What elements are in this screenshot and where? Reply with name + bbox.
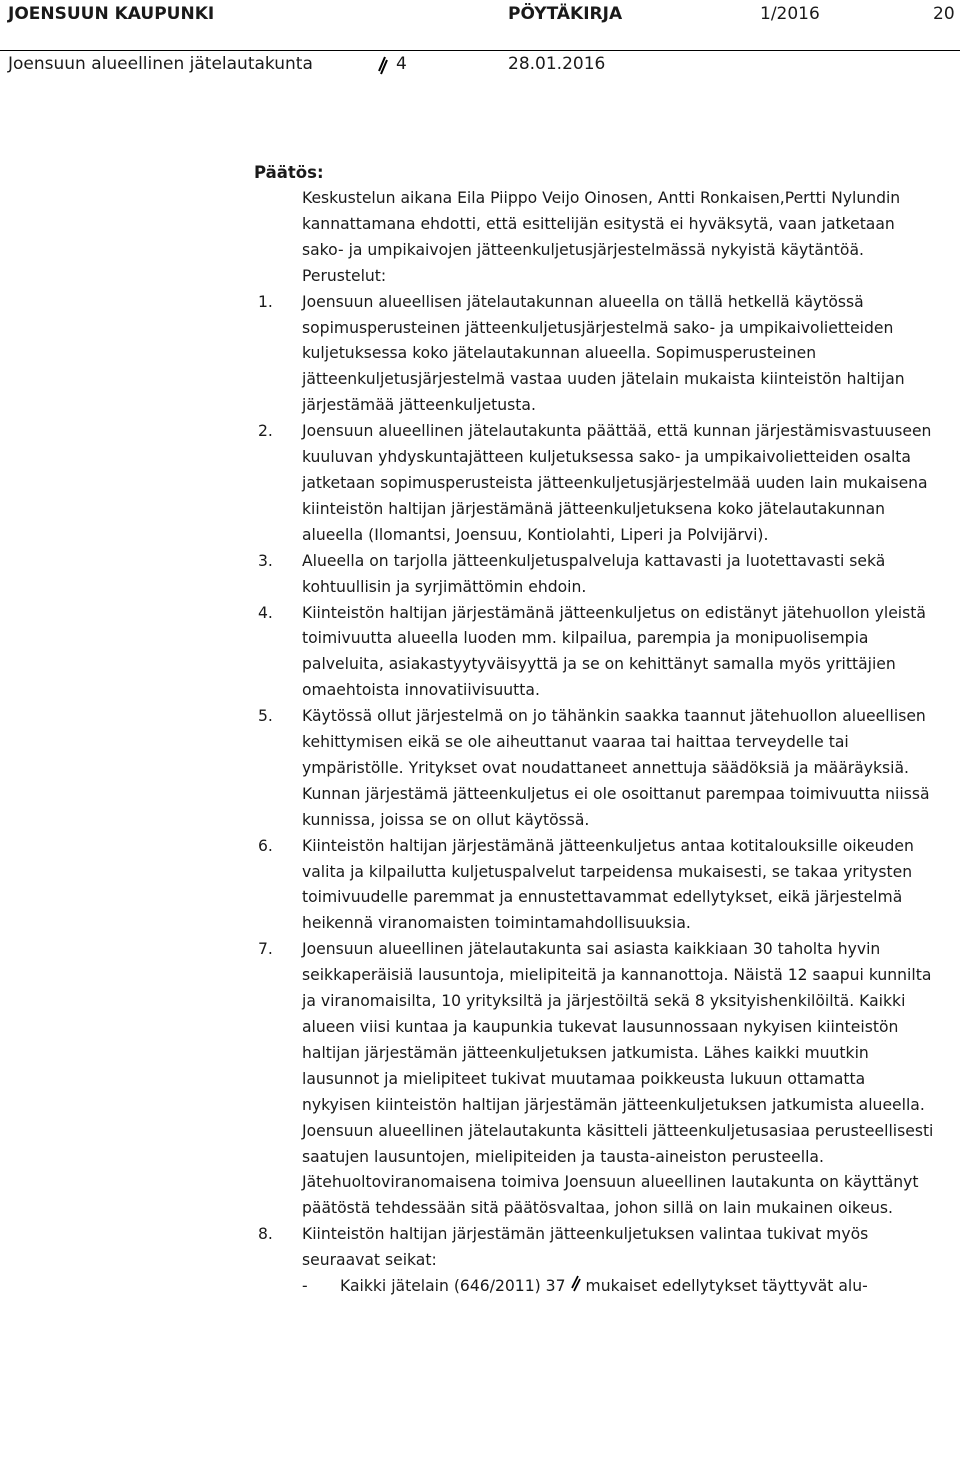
bullet-text-start: Kaikki jätelain (646/2011) 37	[340, 1277, 566, 1296]
section-number: 4	[396, 54, 407, 74]
decision-heading: Päätös:	[254, 163, 324, 182]
item-number: 8.	[258, 1225, 273, 1244]
item-number: 3.	[258, 551, 273, 570]
item-text: Kiinteistön haltijan järjestämän jätteenkuljetuksen valintaa tukivat myös seuraavat seikat:	[302, 1225, 869, 1270]
grounds-list	[254, 290, 934, 1274]
document-number: 1/2016	[760, 4, 820, 24]
item-text: Kiinteistön haltijan järjestämänä jätteenkuljetus antaa kotitalouksille oikeuden valita ja kilpailutta kuljetuspalvelut tarpeidensa mukaisesti, se takaa yritysten toimivuudelle paremmat ja ennustettavammat edellytykset, eikä järjestelmä heikennä viranomaisten toimintamahdollisuuksia.	[302, 836, 914, 933]
list-item	[254, 704, 934, 834]
list-item	[254, 419, 934, 549]
item-number: 7.	[258, 940, 273, 959]
decision-section	[254, 160, 934, 1300]
item-number: 4.	[258, 603, 273, 622]
bullet-text-end: mukaiset edellytykset täyttyvät alu-	[585, 1277, 868, 1296]
list-item	[254, 937, 934, 1222]
grounds-label: Perustelut:	[302, 266, 387, 285]
item-number: 1.	[258, 292, 273, 311]
organization-name: JOENSUUN KAUPUNKI	[8, 4, 215, 24]
item-number: 2.	[258, 422, 273, 441]
bullet-dash: -	[302, 1277, 308, 1296]
page-number: 20	[933, 4, 955, 24]
item-text: Joensuun alueellinen jätelautakunta sai asiasta kaikkiaan 30 taholta hyvin seikkaperäisiä lausuntoja, mielipiteitä ja kannanottoja. Näistä 12 saapui kunnilta ja viranomaisilta, 10 yrityksiltä ja järjestöiltä sekä 8 yksityishenkilöiltä. Kaikki alueen viisi kuntaa ja kaupunkia tukevat lausunnossaan nykyisen kiinteistön haltijan järjestämän jätteenkuljetuksen jatkumista. Lähes kaikki muutkin lausunnot ja mielipiteet tukivat muutamaa poikkeusta lukuun ottamatta nykyisen kiinteistön haltijan järjestämän jätteenkuljetuksen jatkumista alueella. Joensuun alueellinen jätelautakunta käsitteli jätteenkuljetusasiaa perusteellisesti saatujen lausuntojen, mielipiteiden ja tausta-aineiston perusteella. Jätehuoltoviranomaisena toimiva Joensuun alueellinen lautakunta on käyttänyt päätöstä tehdessään sitä päätösvaltaa, johon sillä on lain mukainen oikeus.	[302, 940, 934, 1218]
item-text: Joensuun alueellisen jätelautakunnan alueella on tällä hetkellä käytössä sopimusperusteinen jätteenkuljetusjärjestelmä sako- ja umpikaivolietteiden kuljetuksessa koko jätelautakunnan alueella. Sopimusperusteinen jätteenkuljetusjärjestelmä vastaa uuden jätelain mukaista kiinteistön haltijan järjestämää jätteenkuljetusta.	[302, 292, 905, 415]
list-item	[254, 834, 934, 938]
list-item	[254, 290, 934, 420]
section-sign-icon	[570, 1274, 582, 1294]
item-text: Alueella on tarjolla jätteenkuljetuspalveluja kattavasti ja luotettavasti sekä kohtuullisin ja syrjimättömin ehdoin.	[302, 551, 886, 596]
item-text: Joensuun alueellinen jätelautakunta päättää, että kunnan järjestämisvastuuseen kuuluvan yhdyskuntajätteen kuljetuksessa sako- ja umpikaivolietteiden osalta jatketaan sopimusperusteista jätteenkuljetusjärjestelmää uuden lain mukaisena kiinteistön haltijan järjestämänä jätteenkuljetuksena koko jätelautakunnan alueella (Ilomantsi, Joensuu, Kontiolahti, Liperi ja Polvijärvi).	[302, 422, 932, 544]
item-number: 6.	[258, 836, 273, 855]
list-item	[254, 549, 934, 601]
committee-name: Joensuun alueellinen jätelautakunta	[8, 54, 313, 74]
item-text: Kiinteistön haltijan järjestämänä jätteenkuljetus on edistänyt jätehuollon yleistä toimivuutta alueella luoden mm. kilpailua, parempia ja monipuolisempia palveluita, asiakastyytyväisyyttä ja se on kehittänyt samalla myös yrittäjien omaehtoista innovatiivisuutta.	[302, 603, 926, 700]
bullet-item	[302, 1274, 934, 1300]
list-item	[254, 1222, 934, 1274]
item-text: Käytössä ollut järjestelmä on jo tähänkin saakka taannut jätehuollon alueellisen kehittymisen eikä se ole aiheuttanut vaaraa tai haittaa terveydelle tai ympäristölle. Yritykset ovat noudattaneet annettuja säädöksiä ja määräyksiä. Kunnan järjestämä jätteenkuljetus ei ole osoittanut parempaa toimivuutta niissä kunnissa, joissa se on ollut käytössä.	[302, 707, 930, 829]
document-type: PÖYTÄKIRJA	[508, 4, 623, 24]
meeting-date: 28.01.2016	[508, 54, 606, 74]
list-item	[254, 601, 934, 705]
section-sign-icon	[376, 54, 390, 78]
item-number: 5.	[258, 707, 273, 726]
header-divider	[0, 50, 960, 51]
decision-intro: Keskustelun aikana Eila Piippo Veijo Oinosen, Antti Ronkaisen,Pertti Nylundin kannattamana ehdotti, että esittelijän esitystä ei hyväksytä, vaan jatketaan sako- ja umpikaivojen jätteenkuljetusjärjestelmässä nykyistä käytäntöä.	[302, 189, 901, 259]
